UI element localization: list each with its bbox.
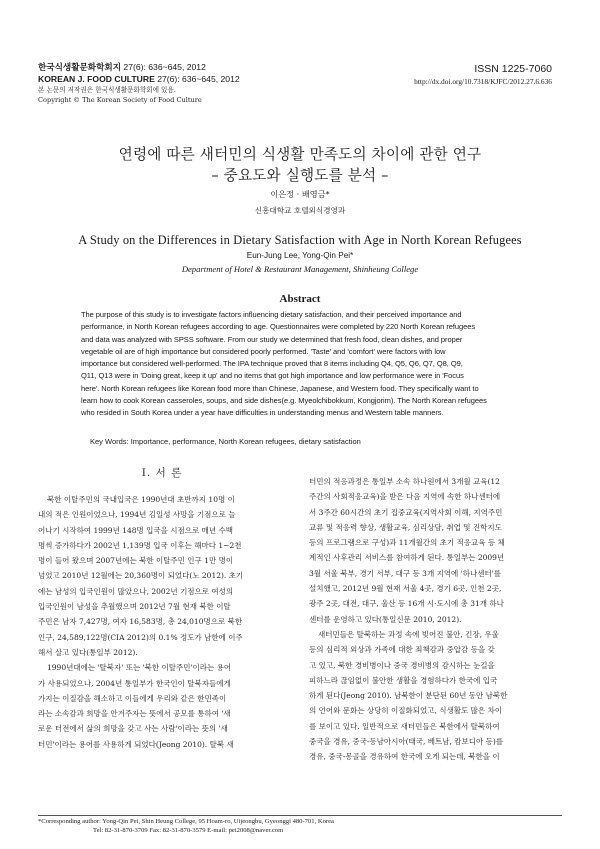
body-line: 가지는 이질감을 해소하고 이들에게 우리와 같은 한민족이 — [38, 693, 227, 703]
title-ko-line-1: 연령에 따른 새터민의 식생활 만족도의 차이에 관한 연구 — [118, 146, 482, 163]
copyright: Copyright © The Korean Society of Food Culture — [38, 96, 202, 104]
keywords: Key Words: Importance, performance, North Korean refugees, dietary satisfaction — [90, 437, 361, 446]
journal-name-en: KOREAN J. FOOD CULTURE — [38, 73, 155, 84]
body-line: 하게 된다(Jeong 2010). 남북한이 분단된 60년 동안 남북한 — [309, 691, 508, 701]
affiliation-english: Department of Hotel & Restaurant Management, Shinheung College — [181, 264, 419, 274]
abstract-line: importance but considered well-performed. The IPA technique proved that 8 items including Q4, Q5, Q6, Q7, Q8, Q9, — [81, 359, 463, 369]
body-line: 북한 이탈주민의 국내입국은 1990년대 초반까지 10명 이 — [47, 495, 235, 504]
body-line: 라는 소속감과 희망을 안겨주자는 뜻에서 공모를 통하여 '새 — [38, 709, 231, 719]
abstract-line: vegetable oil are of high importance but considered poorly performed. 'Taste' and 'comfort' were factors with low — [81, 346, 446, 356]
issn: ISSN 1225-7060 — [474, 63, 552, 75]
abstract-line: performance, in North Korean refugees according to age. Questionnaires were completed by 220 North Korean refugees — [81, 322, 476, 332]
body-line: 새터민들은 탈북하는 과정 속에 빚어진 불안, 긴장, 우울 — [318, 629, 499, 639]
footnote-line: Tel: 82-31-870-3709 Fax: 82-31-870-3579 E-mail: pei2008@naver.com — [93, 827, 284, 835]
body-line: 경유, 중국-몽골을 경유하여 한국에 오게 되는데, 북한을 이 — [309, 752, 500, 762]
section-heading-introduction: I. 서 론 — [141, 467, 183, 479]
body-line: 의 언어와 문화는 상당히 이질화되었고, 식생활도 많은 차이 — [309, 706, 502, 716]
body-line: 넘었고 2010년 12월에는 20,360명이 되었다(노 2012). 초기 — [38, 571, 244, 581]
abstract-line: The purpose of this study is to investigate factors influencing dietary satisfaction, and their perceived importance and — [81, 310, 462, 319]
corresponding-author-footnote — [38, 817, 334, 836]
body-line: 주민은 남자 7,427명, 여자 16,583명, 총 24,010명으로 북한 — [38, 617, 243, 627]
body-line: 터민의 적응과정은 통일부 소속 하나원에서 3개월 교육(12 — [309, 477, 500, 486]
abstract-line: who resided in South Korea under a year have difficulties in understanding menus and Western table manners. — [81, 408, 444, 418]
body-line: 에는 남성의 입국인원이 많았으나, 2002년 기점으로 여성의 — [38, 586, 234, 596]
body-line: 피하느라 끊임없이 불안한 생활을 경험하다가 한국에 입국 — [309, 675, 498, 685]
body-line: 입국인원이 남성을 추월했으며 2012년 7월 현재 북한 이탈 — [38, 602, 231, 612]
body-line: 등의 프로그램으로 구성)과 11개월간의 초기 적응교육 등 체 — [309, 538, 505, 548]
body-line: 를 보이고 있다. 일반적으로 새터민들은 북한에서 탈북하여 — [309, 721, 500, 731]
body-line: 인구, 24,589,122명(CIA 2012)의 0.1% 정도가 남한에 이주 — [38, 632, 243, 642]
body-line: 명씩 증가하다가 2002년 1,139명 입국 이후는 해마다 1~2천 — [38, 540, 242, 550]
copyright-note: 본 논문의 저작권은 한국식생활문화학회에 있음. — [38, 86, 176, 94]
body-line: 서 3주간 60시간의 초기 집중교육(지역사회 이해, 지역주민 — [309, 507, 503, 517]
body-line: 로운 터전에서 삶의 희망을 갖고 사는 사람'이라는 뜻의 '새 — [38, 724, 228, 734]
abstract-body — [81, 309, 521, 420]
abstract-line: here'. North Korean refugees like Korean food more than Chinese, Japanese, and Western food. They specifically want to — [81, 383, 479, 393]
abstract-line: learn how to cook Korean casseroles, soups, and side dishes(e.g. Myeolchibokkum, Kongjorim). The North Korean refugees — [81, 396, 487, 406]
doi-link[interactable]: http://dx.doi.org/10.7318/KJFC/2012.27.6.636 — [414, 77, 552, 86]
body-line: 어나기 시작하여 1999년 148명 입국을 시점으로 매년 수백 — [38, 525, 233, 535]
body-line: 3월 서울 북부, 경기 서부, 대구 등 3개 지역에 '하나센터'를 — [309, 568, 502, 578]
body-line: 1990년대에는 '탈북자' 또는 '북한 이탈주민'이라는 용어 — [47, 663, 232, 673]
body-line: 고 있고, 북한 경비병이나 중국 경비병의 감시하는 눈길을 — [309, 660, 495, 670]
title-ko-line-2: – 중요도와 실행도를 분석 – — [211, 167, 389, 184]
citation-ko: 27(6): 636~645, 2012 — [123, 62, 206, 72]
issn-block — [414, 62, 552, 88]
body-line: 중국을 경유, 중국-동남아시아(태국, 베트남, 캄보디아 등)를 — [309, 737, 504, 747]
journal-citation-ko — [38, 62, 368, 74]
body-line: 해서 살고 있다(통일부 2012). — [38, 647, 138, 657]
journal-name-ko: 한국식생활문화학회지 — [38, 62, 122, 72]
affiliation-korean: 신흥대학교 호텔외식경영과 — [254, 206, 346, 215]
abstract-line: Q11, Q13 were in 'Doing great, keep it up' and no items that got high importance and low performance were in 'Focus — [81, 371, 464, 381]
body-line: 내의 적은 인원이었으나, 1994년 김일성 사망을 기점으로 늘 — [38, 510, 236, 520]
title-korean — [30, 144, 570, 186]
abstract-line: and data was analyzed with SPSS software. From our study we determined that fresh food, clean dishes, and proper — [81, 334, 463, 344]
body-line: 설치했고, 2012년 9월 현재 서울 4곳, 경기 6곳, 인천 2곳, — [309, 584, 502, 594]
body-line: 등의 심리적 외상과 가족에 대한 죄책감과 중압감 등을 갖 — [309, 645, 495, 655]
body-line: 계적인 사후관리 서비스를 참여하게 된다. 통일부는 2009년 — [309, 553, 505, 563]
footnote-divider — [38, 815, 562, 816]
journal-header — [38, 62, 368, 105]
body-column-right — [309, 474, 557, 765]
authors-english: Eun-Jung Lee, Yong-Qin Pei* — [246, 251, 354, 260]
body-line: 광주 2곳, 대전, 대구, 울산 등 16개 시·도시에 총 31개 하나 — [309, 599, 504, 609]
journal-citation-en — [38, 74, 368, 86]
body-line: 명이 들어 왔으며 2007년에는 북한 이탈주민 인구 1만 명이 — [38, 556, 234, 566]
body-line: 가 사용되었으나, 2004년 통일부가 한국인이 탈북자들에게 — [38, 678, 231, 688]
body-line: 터민'이라는 용어를 사용하게 되었다(Jeong 2010). 탈북 새 — [38, 739, 234, 749]
body-line: 센터를 운영하고 있다(통일신문 2010, 2012). — [309, 614, 462, 624]
body-line: 주간의 사회적응교육)을 받은 다음 지역에 속한 하나센터에 — [309, 492, 501, 502]
title-english: A Study on the Differences in Dietary Satisfaction with Age in North Korean Refugees — [78, 233, 522, 247]
citation-en: 27(6): 636~645, 2012 — [157, 73, 240, 84]
body-line: 교류 및 적응력 향상, 생활교육, 심리상담, 취업 및 진학지도 — [309, 522, 502, 532]
abstract-heading: Abstract — [279, 293, 321, 305]
footnote-line: *Corresponding author: Yong-Qin Pei, Shin Heung College, 95 Hoam-ro, Uijeongbu, Gyeonggi 480-701, Korea — [38, 818, 334, 825]
authors-korean: 이은정 · 배영금* — [270, 189, 330, 199]
body-column-left — [38, 460, 286, 752]
